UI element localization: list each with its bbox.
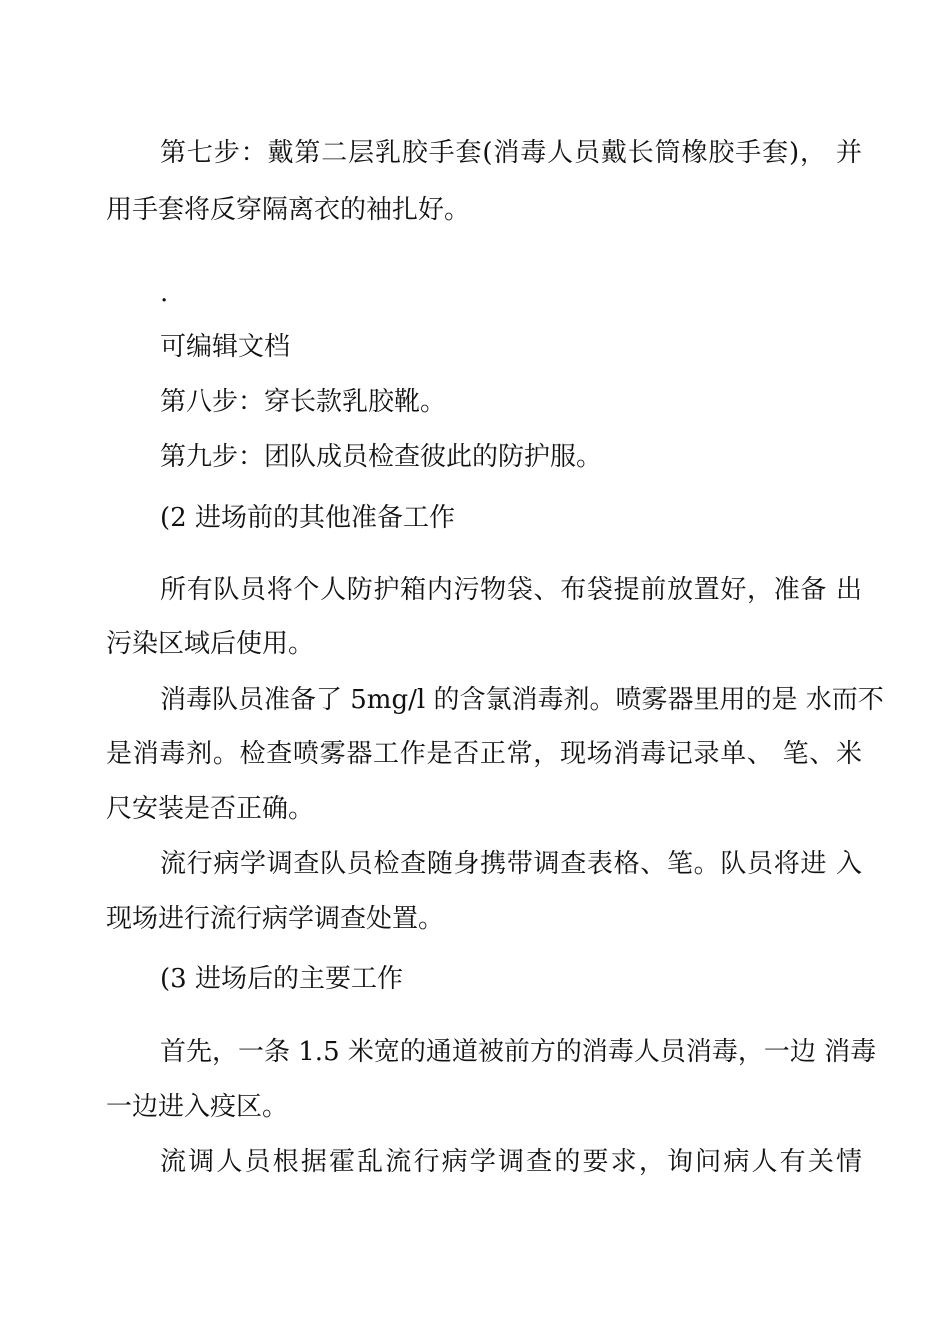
paragraph-line: 流行病学调查队员检查随身携带调查表格、笔。队员将进 入 <box>160 849 862 879</box>
paragraph-line: 流调人员根据霍乱流行病学调查的要求，询问病人有关情 <box>160 1147 862 1177</box>
paragraph-line: 尺安装是否正确。 <box>106 794 315 824</box>
paragraph-line: 首先，一条 1.5 米宽的通道被前方的消毒人员消毒，一边 消毒 <box>160 1037 877 1067</box>
paragraph-line: 现场进行流行病学调查处置。 <box>106 904 445 934</box>
paragraph-line: 消毒队员准备了 5mg/l 的含氯消毒剂。喷雾器里用的是 水而不 <box>160 685 884 715</box>
dot-marker: . <box>160 278 169 308</box>
paragraph-line: 用手套将反穿隔离衣的袖扎好。 <box>106 195 471 225</box>
step-eight: 第八步：穿长款乳胶靴。 <box>160 387 447 417</box>
paragraph-line: 所有队员将个人防护箱内污物袋、布袋提前放置好，准备 出 <box>160 575 862 605</box>
editable-doc-label: 可编辑文档 <box>160 332 291 362</box>
paragraph-line: 污染区域后使用。 <box>106 629 315 659</box>
section-heading-2: (2 进场前的其他准备工作 <box>160 503 455 533</box>
paragraph-line: 一边进入疫区。 <box>106 1092 289 1122</box>
step-nine: 第九步：团队成员检查彼此的防护服。 <box>160 442 603 472</box>
section-heading-3: (3 进场后的主要工作 <box>160 964 403 994</box>
paragraph-line: 是消毒剂。检查喷雾器工作是否正常，现场消毒记录单、 笔、米 <box>106 739 862 769</box>
paragraph-line: 第七步：戴第二层乳胶手套(消毒人员戴长筒橡胶手套)， 并 <box>160 138 862 168</box>
